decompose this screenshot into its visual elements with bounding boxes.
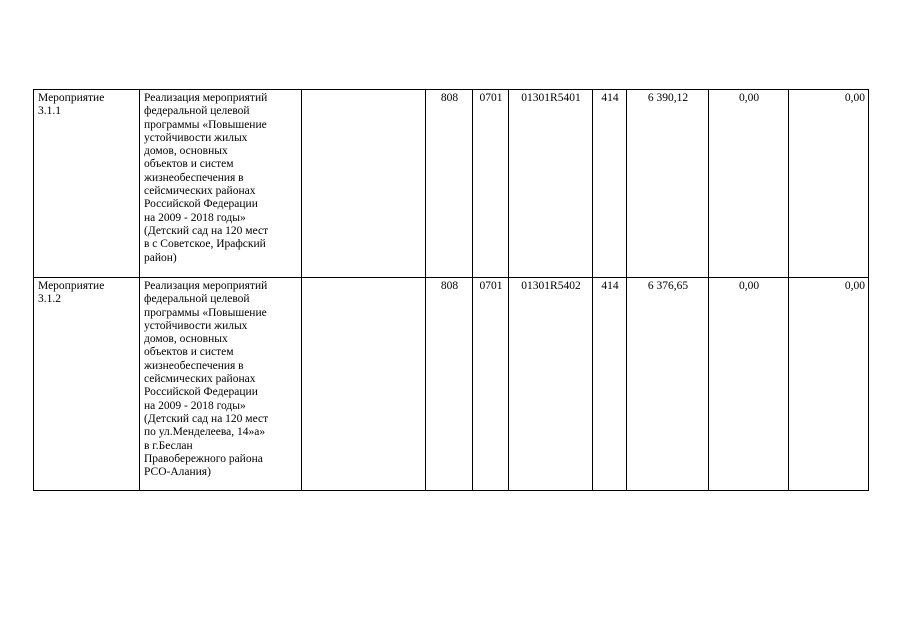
executor-cell [302, 278, 426, 491]
grbs-code: 808 [426, 90, 473, 278]
amount-value-2: 0,00 [709, 278, 789, 491]
target-article-code: 01301R5402 [509, 278, 593, 491]
table-row [34, 278, 869, 491]
event-description: Реализация мероприятий федеральной целевой программы «Повышение устойчивости жилых домов, основных объектов и систем жизнеобеспечения в сейсмических районах Российской Федерации на 2009 - 2018 годы» (Детский сад на 120 мест в с Советское, Ирафский район) [140, 90, 302, 278]
program-table [33, 89, 869, 491]
table-row [34, 90, 869, 278]
amount-value-1: 6 376,65 [627, 278, 709, 491]
grbs-code: 808 [426, 278, 473, 491]
event-name-cell [34, 90, 140, 278]
amount-value-3: 0,00 [789, 278, 869, 491]
event-description: Реализация мероприятий федеральной целевой программы «Повышение устойчивости жилых домов, основных объектов и систем жизнеобеспечения в сейсмических районах Российской Федерации на 2009 - 2018 годы» (Детский сад на 120 мест по ул.Менделеева, 14»а» в г.Беслан Правобережного района РСО-Алания) [140, 278, 302, 491]
amount-value-3: 0,00 [789, 90, 869, 278]
amount-value-1: 6 390,12 [627, 90, 709, 278]
target-article-code: 01301R5401 [509, 90, 593, 278]
expense-type-code: 414 [593, 90, 627, 278]
event-number: 3.1.2 [38, 293, 61, 306]
executor-cell [302, 90, 426, 278]
event-name-cell [34, 278, 140, 491]
expense-type-code: 414 [593, 278, 627, 491]
event-label: Мероприятие [38, 280, 105, 292]
amount-value-2: 0,00 [709, 90, 789, 278]
section-code: 0701 [473, 90, 509, 278]
section-code: 0701 [473, 278, 509, 491]
event-number: 3.1.1 [38, 105, 61, 118]
event-label: Мероприятие [38, 92, 105, 104]
